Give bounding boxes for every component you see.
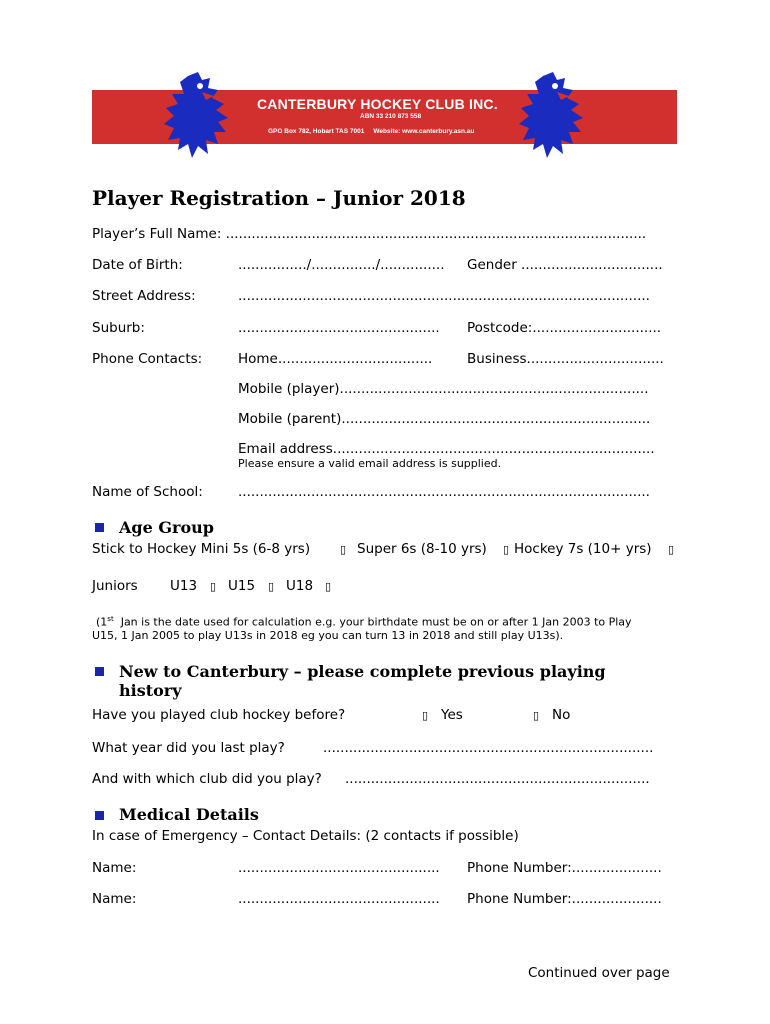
dob-field[interactable]: ................/.............../............... xyxy=(238,257,445,273)
u15-label: U15 xyxy=(228,578,256,594)
email-field[interactable]: Email address........................................................................... xyxy=(238,441,655,457)
u13-label: U13 xyxy=(170,578,198,594)
juniors-label: Juniors xyxy=(92,578,138,594)
home-phone-field[interactable]: Home.................................... xyxy=(238,351,433,367)
mobile-player-field[interactable]: Mobile (player)........................................................................ xyxy=(238,381,649,397)
street-field[interactable]: ................................................................................................ xyxy=(238,288,650,304)
contact2-name-label: Name: xyxy=(92,891,137,907)
which-club-question: And with which club did you play? xyxy=(92,771,322,787)
played-before-question: Have you played club hockey before? xyxy=(92,707,346,723)
dob-label: Date of Birth: xyxy=(92,257,183,273)
new-to-heading-line2: history xyxy=(119,681,182,700)
u18-checkbox[interactable]: ▯ xyxy=(325,580,332,593)
email-note: Please ensure a valid email address is supplied. xyxy=(238,457,502,470)
section-bullet-icon xyxy=(95,667,104,676)
u18-label: U18 xyxy=(286,578,314,594)
age-note-line1: (1st Jan is the date used for calculation e.g. your birthdate must be on or after 1 Jan 2003 to Play xyxy=(96,615,632,629)
suburb-field[interactable]: ............................................... xyxy=(238,320,440,336)
hockey7s-label: Hockey 7s (10+ yrs) xyxy=(514,541,652,557)
which-club-field[interactable]: ....................................................................... xyxy=(345,771,650,787)
contact1-phone-field[interactable]: Phone Number:..................... xyxy=(467,860,662,876)
section-bullet-icon xyxy=(95,523,104,532)
postcode-field[interactable]: Postcode:.............................. xyxy=(467,320,662,336)
age-note-line2: U15, 1 Jan 2005 to play U13s in 2018 eg you can turn 13 in 2018 and still play U13s). xyxy=(92,629,564,642)
mini5s-checkbox[interactable]: ▯ xyxy=(340,543,347,556)
section-bullet-icon xyxy=(95,811,104,820)
contact1-name-label: Name: xyxy=(92,860,137,876)
contact1-name-field[interactable]: ............................................... xyxy=(238,860,440,876)
u15-checkbox[interactable]: ▯ xyxy=(268,580,275,593)
medical-heading: Medical Details xyxy=(119,805,259,824)
u13-checkbox[interactable]: ▯ xyxy=(210,580,217,593)
street-label: Street Address: xyxy=(92,288,196,304)
business-phone-field[interactable]: Business................................ xyxy=(467,351,664,367)
super6s-checkbox[interactable]: ▯ xyxy=(503,543,510,556)
school-label: Name of School: xyxy=(92,484,203,500)
hockey7s-checkbox[interactable]: ▯ xyxy=(668,543,675,556)
age-group-heading: Age Group xyxy=(119,518,214,537)
page-title: Player Registration – Junior 2018 xyxy=(92,186,466,210)
no-label: No xyxy=(552,707,571,723)
contact2-name-field[interactable]: ............................................... xyxy=(238,891,440,907)
club-address: GPO Box 782, Hobart TAS 7001 Website: www.canterbury.asn.au xyxy=(268,128,475,135)
yes-checkbox[interactable]: ▯ xyxy=(422,709,429,722)
lion-crest-right-icon xyxy=(513,70,601,162)
suburb-label: Suburb: xyxy=(92,320,145,336)
mobile-parent-field[interactable]: Mobile (parent)........................................................................ xyxy=(238,411,651,427)
full-name-field[interactable]: Player’s Full Name: .................................................................................................. xyxy=(92,226,647,242)
last-year-question: What year did you last play? xyxy=(92,740,285,756)
no-checkbox[interactable]: ▯ xyxy=(533,709,540,722)
yes-label: Yes xyxy=(441,707,463,723)
club-name: CANTERBURY HOCKEY CLUB INC. xyxy=(257,96,498,112)
continued-over-page: Continued over page xyxy=(528,965,670,981)
emergency-contact-label: In case of Emergency – Contact Details: (2 contacts if possible) xyxy=(92,828,519,844)
contact2-phone-field[interactable]: Phone Number:..................... xyxy=(467,891,662,907)
club-abn: ABN 33 210 873 558 xyxy=(360,113,422,120)
last-year-field[interactable]: ............................................................................. xyxy=(323,740,654,756)
phone-label: Phone Contacts: xyxy=(92,351,203,367)
new-to-heading-line1: New to Canterbury – please complete previous playing xyxy=(119,662,606,681)
super6s-label: Super 6s (8-10 yrs) xyxy=(357,541,487,557)
gender-field[interactable]: Gender ................................. xyxy=(467,257,663,273)
school-field[interactable]: ................................................................................................ xyxy=(238,484,650,500)
stick-to-hockey-line: Stick to Hockey Mini 5s (6-8 yrs) xyxy=(92,541,311,557)
lion-crest-left-icon xyxy=(158,70,246,162)
